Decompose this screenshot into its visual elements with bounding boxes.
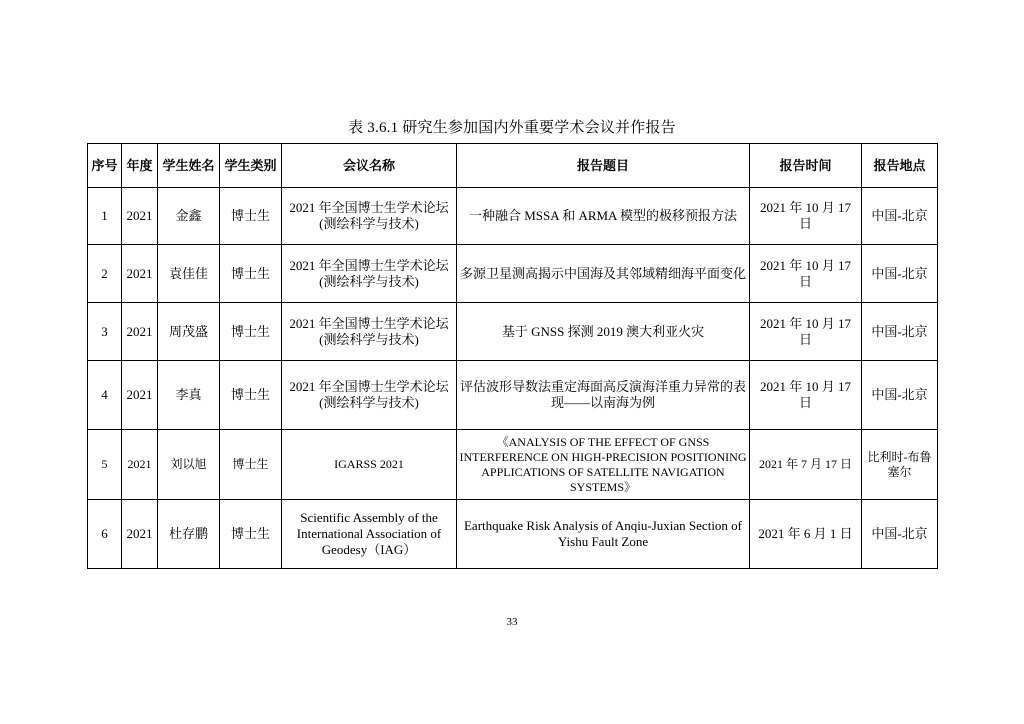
cell-conference: 2021 年全国博士生学术论坛(测绘科学与技术): [282, 303, 457, 361]
cell-conference: Scientific Assembly of the International Association of Geodesy（IAG）: [282, 500, 457, 569]
header-conference: 会议名称: [282, 144, 457, 188]
table-row: [88, 303, 938, 361]
cell-time: 2021 年 6 月 1 日: [750, 500, 862, 569]
cell-conference: 2021 年全国博士生学术论坛(测绘科学与技术): [282, 361, 457, 430]
cell-time: 2021 年 10 月 17 日: [750, 188, 862, 245]
header-no: 序号: [88, 144, 122, 188]
header-place: 报告地点: [862, 144, 938, 188]
cell-type: 博士生: [220, 188, 282, 245]
table-row: [88, 430, 938, 500]
cell-no: 3: [88, 303, 122, 361]
cell-type: 博士生: [220, 430, 282, 500]
cell-no: 1: [88, 188, 122, 245]
table-row: [88, 245, 938, 303]
page-number: 33: [506, 616, 518, 628]
cell-year: 2021: [122, 430, 158, 500]
cell-place: 比利时-布鲁塞尔: [862, 430, 938, 500]
table-row: [88, 361, 938, 430]
cell-year: 2021: [122, 188, 158, 245]
header-time: 报告时间: [750, 144, 862, 188]
header-topic: 报告题目: [457, 144, 750, 188]
cell-topic: Earthquake Risk Analysis of Anqiu-Juxian Section of Yishu Fault Zone: [457, 500, 750, 569]
cell-place: 中国-北京: [862, 500, 938, 569]
cell-name: 袁佳佳: [158, 245, 220, 303]
report-table: [87, 143, 938, 569]
cell-no: 2: [88, 245, 122, 303]
cell-conference: 2021 年全国博士生学术论坛(测绘科学与技术): [282, 188, 457, 245]
cell-topic: 《ANALYSIS OF THE EFFECT OF GNSS INTERFERENCE ON HIGH-PRECISION POSITIONING APPLICATIONS OF SATELLITE NAVIGATION SYSTEMS》: [457, 430, 750, 500]
table-row: [88, 188, 938, 245]
cell-type: 博士生: [220, 303, 282, 361]
table-title: 表 3.6.1 研究生参加国内外重要学术会议并作报告: [348, 120, 676, 136]
cell-name: 周茂盛: [158, 303, 220, 361]
cell-name: 杜存鹏: [158, 500, 220, 569]
cell-no: 6: [88, 500, 122, 569]
cell-year: 2021: [122, 500, 158, 569]
header-row: [88, 144, 938, 188]
cell-topic: 基于 GNSS 探测 2019 澳大利亚火灾: [457, 303, 750, 361]
cell-year: 2021: [122, 245, 158, 303]
cell-topic: 一种融合 MSSA 和 ARMA 模型的极移预报方法: [457, 188, 750, 245]
cell-place: 中国-北京: [862, 361, 938, 430]
cell-time: 2021 年 7 月 17 日: [750, 430, 862, 500]
cell-time: 2021 年 10 月 17 日: [750, 361, 862, 430]
cell-topic: 多源卫星测高揭示中国海及其邻域精细海平面变化: [457, 245, 750, 303]
header-year: 年度: [122, 144, 158, 188]
cell-name: 刘以旭: [158, 430, 220, 500]
cell-year: 2021: [122, 303, 158, 361]
cell-no: 5: [88, 430, 122, 500]
cell-type: 博士生: [220, 361, 282, 430]
cell-topic: 评估波形导数法重定海面高反演海洋重力异常的表现——以南海为例: [457, 361, 750, 430]
cell-place: 中国-北京: [862, 245, 938, 303]
table-row: [88, 500, 938, 569]
cell-conference: 2021 年全国博士生学术论坛(测绘科学与技术): [282, 245, 457, 303]
cell-type: 博士生: [220, 500, 282, 569]
cell-no: 4: [88, 361, 122, 430]
cell-time: 2021 年 10 月 17 日: [750, 303, 862, 361]
cell-place: 中国-北京: [862, 188, 938, 245]
cell-place: 中国-北京: [862, 303, 938, 361]
header-name: 学生姓名: [158, 144, 220, 188]
cell-name: 金鑫: [158, 188, 220, 245]
cell-type: 博士生: [220, 245, 282, 303]
cell-year: 2021: [122, 361, 158, 430]
header-type: 学生类别: [220, 144, 282, 188]
cell-time: 2021 年 10 月 17 日: [750, 245, 862, 303]
cell-name: 李真: [158, 361, 220, 430]
cell-conference: IGARSS 2021: [282, 430, 457, 500]
